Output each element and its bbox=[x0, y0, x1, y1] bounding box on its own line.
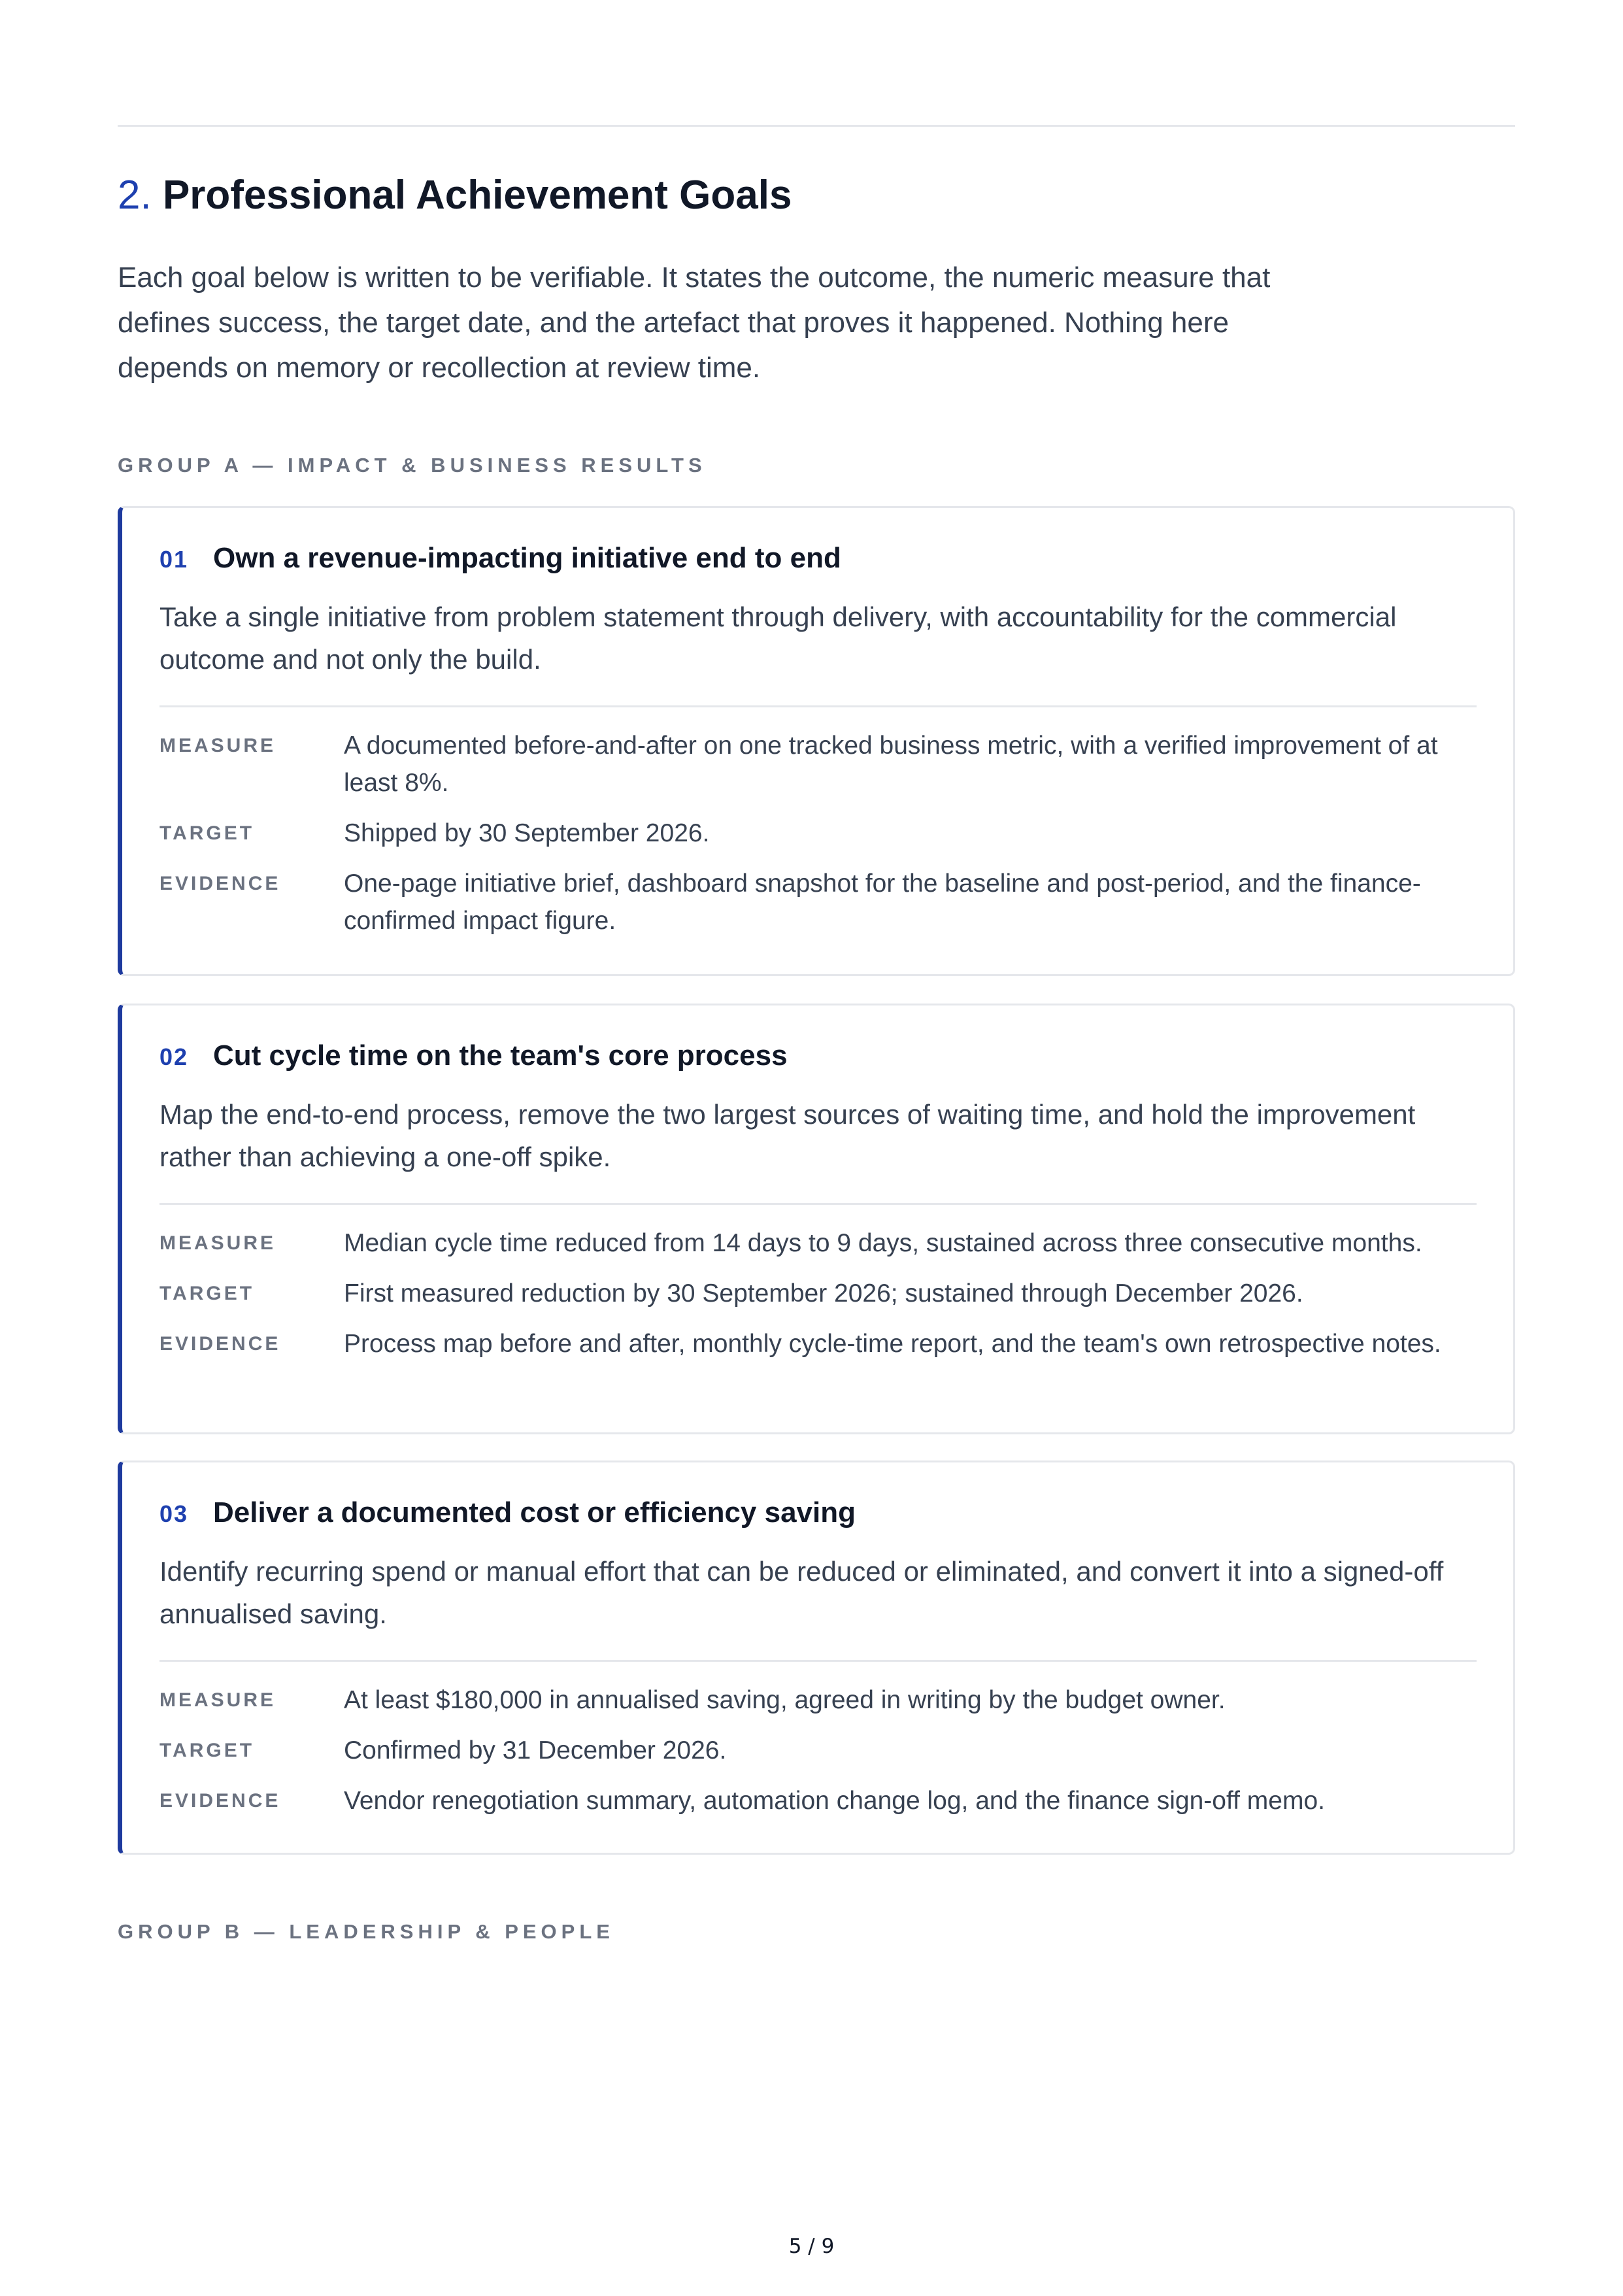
evidence-label: EVIDENCE bbox=[159, 1790, 281, 1812]
group-a-label: GROUP A — IMPACT & BUSINESS RESULTS bbox=[118, 454, 707, 477]
card-divider bbox=[159, 1660, 1477, 1662]
section-number: 2. bbox=[118, 173, 152, 218]
goal-title: Cut cycle time on the team's core process bbox=[213, 1039, 788, 1072]
goal-card bbox=[118, 1460, 1515, 1855]
goal-details bbox=[159, 1681, 1477, 1819]
card-divider bbox=[159, 1203, 1477, 1205]
goal-title: Own a revenue-impacting initiative end to end bbox=[213, 542, 841, 574]
target-value: Confirmed by 31 December 2026. bbox=[344, 1736, 727, 1764]
target-label: TARGET bbox=[159, 1283, 255, 1304]
goal-details bbox=[159, 1224, 1477, 1362]
goal-card bbox=[118, 506, 1515, 976]
measure-value: At least $180,000 in annualised saving, agreed in writing by the budget owner. bbox=[344, 1686, 1226, 1714]
goal-number: 02 bbox=[159, 1043, 189, 1070]
evidence-row bbox=[159, 1325, 1477, 1362]
target-value: First measured reduction by 30 September 2026; sustained through December 2026. bbox=[344, 1279, 1303, 1308]
goal-description: Identify recurring spend or manual effort that can be reduced or eliminated, and convert it into a signed-off annualised saving. bbox=[159, 1556, 1444, 1629]
top-rule bbox=[118, 125, 1515, 127]
card-divider bbox=[159, 705, 1477, 707]
evidence-value: Process map before and after, monthly cycle-time report, and the team's own retrospective notes. bbox=[344, 1330, 1441, 1358]
target-row bbox=[159, 815, 1477, 852]
measure-value: Median cycle time reduced from 14 days to 9 days, sustained across three consecutive months. bbox=[344, 1229, 1422, 1257]
target-value: Shipped by 30 September 2026. bbox=[344, 819, 710, 847]
evidence-value: One-page initiative brief, dashboard snapshot for the baseline and post-period, and the finance-confirmed impact figure. bbox=[344, 869, 1421, 935]
goal-details bbox=[159, 727, 1477, 939]
goal-description: Take a single initiative from problem statement through delivery, with accountability for the commercial outcome and not only the build. bbox=[159, 601, 1397, 675]
evidence-label: EVIDENCE bbox=[159, 1333, 281, 1355]
goal-number: 03 bbox=[159, 1500, 189, 1527]
target-label: TARGET bbox=[159, 822, 255, 844]
goal-header bbox=[159, 1039, 1477, 1085]
measure-label: MEASURE bbox=[159, 1689, 276, 1711]
goal-header bbox=[159, 542, 1477, 588]
section-intro: Each goal below is written to be verifiable. It states the outcome, the numeric measure that defines success, the target date, and the artefact that proves it happened. Nothing here depends on memory or recollection at review time. bbox=[118, 262, 1271, 384]
target-row bbox=[159, 1732, 1477, 1769]
evidence-label: EVIDENCE bbox=[159, 873, 281, 894]
target-label: TARGET bbox=[159, 1740, 255, 1761]
measure-label: MEASURE bbox=[159, 735, 276, 756]
section-title bbox=[118, 171, 792, 220]
section-title-text: Professional Achievement Goals bbox=[162, 173, 792, 218]
goal-card bbox=[118, 1004, 1515, 1434]
goal-number: 01 bbox=[159, 546, 189, 573]
measure-row bbox=[159, 1224, 1477, 1262]
page-number: 5 / 9 bbox=[788, 2235, 835, 2258]
evidence-row bbox=[159, 1782, 1477, 1819]
target-row bbox=[159, 1275, 1477, 1312]
goal-title: Deliver a documented cost or efficiency saving bbox=[213, 1496, 856, 1528]
measure-row bbox=[159, 727, 1477, 802]
measure-label: MEASURE bbox=[159, 1232, 276, 1254]
evidence-row bbox=[159, 865, 1477, 939]
group-b-label: GROUP B — LEADERSHIP & PEOPLE bbox=[118, 1920, 614, 1943]
evidence-value: Vendor renegotiation summary, automation change log, and the finance sign-off memo. bbox=[344, 1787, 1325, 1815]
measure-row bbox=[159, 1681, 1477, 1719]
measure-value: A documented before-and-after on one tracked business metric, with a verified improvement of at least 8%. bbox=[344, 732, 1438, 797]
goal-header bbox=[159, 1496, 1477, 1542]
goal-description: Map the end-to-end process, remove the two largest sources of waiting time, and hold the improvement rather than achieving a one-off spike. bbox=[159, 1099, 1416, 1172]
